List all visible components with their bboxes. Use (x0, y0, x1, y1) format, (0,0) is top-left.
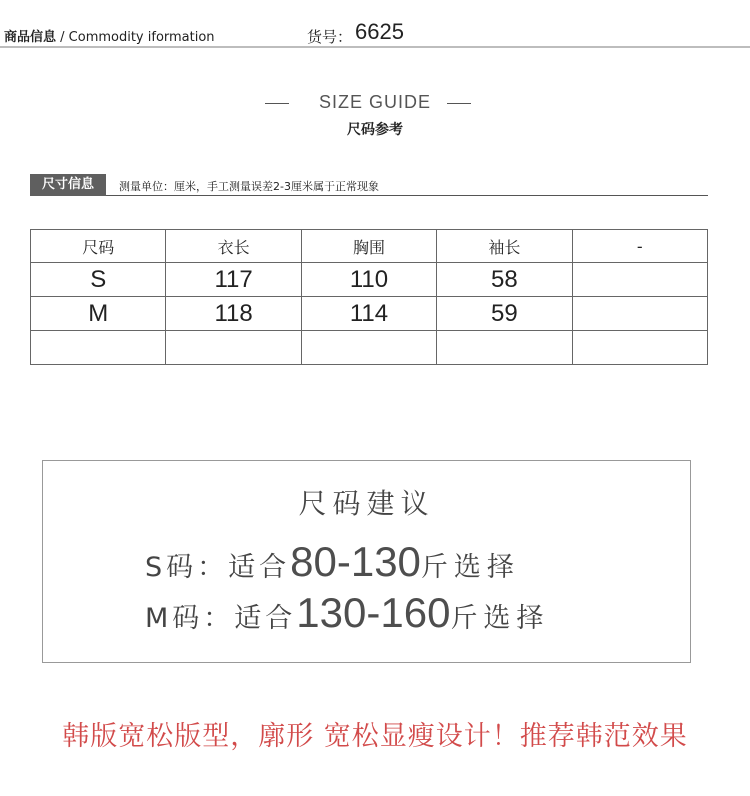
cell-sleeve: 59 (437, 297, 572, 331)
item-code-value: 6625 (355, 19, 404, 44)
size-guide-title: SIZE GUIDE (318, 92, 431, 112)
cell-chest: 110 (301, 263, 436, 297)
table-row (31, 263, 708, 297)
recommendation-unit: 斤选择 (450, 603, 550, 634)
commodity-info-title-en: / Commodity iformation (56, 30, 215, 45)
cell-length: 118 (166, 297, 301, 331)
recommendation-size: M码： (145, 603, 235, 634)
header-extra: - (572, 230, 707, 263)
commodity-info-title (4, 26, 215, 45)
size-guide-subtitle: 尺码参考 (347, 122, 403, 138)
size-guide-right-dash (447, 103, 471, 104)
item-code-label: 货号： (307, 28, 353, 46)
size-table (30, 229, 708, 365)
recommendation-range: 80-130 (290, 538, 421, 585)
recommendation-line-s (145, 538, 520, 586)
cell-extra (572, 331, 707, 365)
cell-size: S (31, 263, 166, 297)
cell-sleeve (437, 331, 572, 365)
style-slogan: 韩版宽松版型，廓形 宽松显瘦设计！推荐韩范效果 (62, 721, 688, 752)
cell-length (166, 331, 301, 365)
recommendation-unit: 斤选择 (420, 552, 520, 583)
cell-chest (301, 331, 436, 365)
recommendation-line-m (145, 589, 549, 637)
header-divider (0, 46, 750, 48)
cell-extra (572, 263, 707, 297)
header-length: 衣长 (166, 230, 301, 263)
header-sleeve: 袖长 (437, 230, 572, 263)
size-info-divider (106, 195, 708, 196)
size-recommendation-title: 尺码建议 (298, 487, 435, 520)
cell-extra (572, 297, 707, 331)
cell-chest: 114 (301, 297, 436, 331)
size-info-tag: 尺寸信息 (30, 174, 106, 196)
recommendation-verb: 适合 (234, 603, 297, 634)
size-info-description: 测量单位：厘米，手工测量误差2-3厘米属于正常现象 (119, 180, 379, 193)
recommendation-size: S码： (145, 552, 229, 583)
recommendation-range: 130-160 (296, 589, 451, 636)
table-row (31, 331, 708, 365)
commodity-info-title-cn: 商品信息 (4, 30, 57, 45)
recommendation-verb: 适合 (228, 552, 291, 583)
header-size: 尺码 (31, 230, 166, 263)
cell-size: M (31, 297, 166, 331)
cell-sleeve: 58 (437, 263, 572, 297)
size-table-header-row (31, 230, 708, 263)
table-row (31, 297, 708, 331)
header-chest: 胸围 (301, 230, 436, 263)
cell-size (31, 331, 166, 365)
cell-length: 117 (166, 263, 301, 297)
